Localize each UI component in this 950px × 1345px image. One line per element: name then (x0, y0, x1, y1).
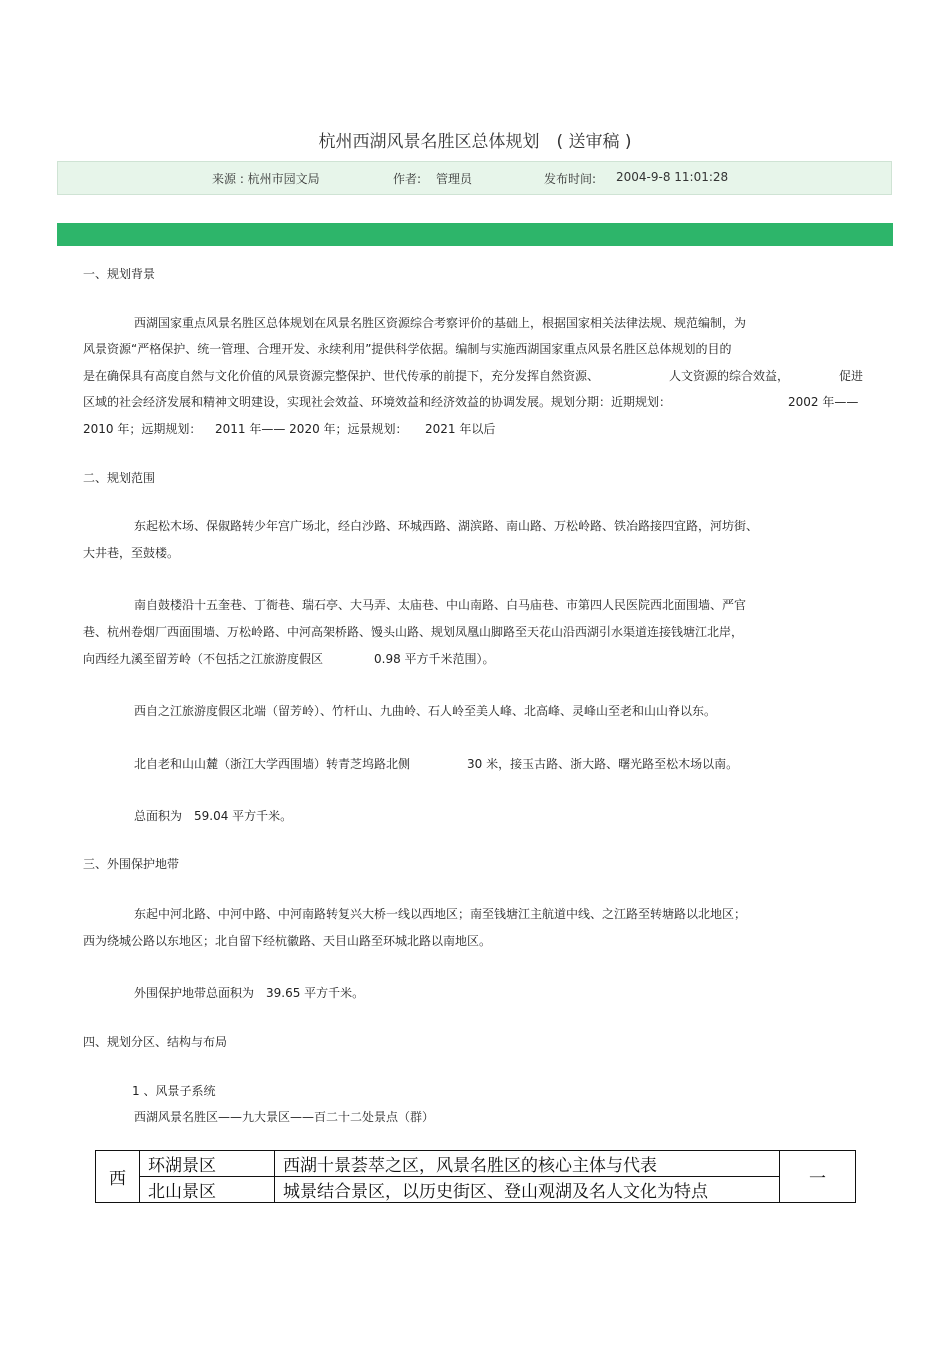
paragraph-line: 2011 年—— 2020 年；远景规划： (215, 422, 408, 436)
paragraph-line: 西自之江旅游度假区北端（留芳岭）、竹杆山、九曲岭、石人岭至美人峰、北高峰、灵峰山至老和山山脊以东。 (134, 704, 717, 718)
subsection-heading: 1 、风景子系统 (132, 1084, 216, 1098)
section-heading: 一、规划背景 (83, 267, 156, 281)
paragraph-line: 西湖国家重点风景名胜区总体规划在风景名胜区资源综合考察评价的基础上，根据国家相关法律法规、规范编制，为 (134, 316, 747, 330)
paragraph-line: 西湖风景名胜区——九大景区——百二十二处景点（群） (134, 1110, 435, 1124)
paragraph-line: 2010 年；远期规划： (83, 422, 202, 436)
paragraph-line: 2002 年—— (788, 395, 859, 409)
group-cell: 西 (96, 1151, 140, 1203)
paragraph-line: 风景资源“严格保护、统一管理、合理开发、永续利用”提供科学依据。编制与实施西湖国家重点风景名胜区总体规划的目的 (83, 342, 732, 356)
last-col-cell: 一 (780, 1151, 856, 1203)
paragraph-line: 东起松木场、保俶路转少年宫广场北，经白沙路、环城西路、湖滨路、南山路、万松岭路、铁冶路接四宜路，河坊街、 (134, 519, 759, 533)
paragraph-line: 0.98 平方千米范围）。 (374, 652, 495, 666)
paragraph-line: 外围保护地带总面积为 39.65 平方千米。 (134, 986, 365, 1000)
paragraph-line: 东起中河北路、中河中路、中河南路转复兴大桥一线以西地区；南至钱塘江主航道中线、之江路至转塘路以北地区； (134, 907, 747, 921)
scenic-area-table (95, 1150, 856, 1203)
paragraph-line: 是在确保具有高度自然与文化价值的风景资源完整保护、世代传承的前提下，充分发挥自然资源、 (83, 369, 600, 383)
area-name-cell: 北山景区 (140, 1177, 275, 1203)
green-divider-bar (57, 223, 893, 246)
paragraph-line: 巷、杭州卷烟厂西面围墙、万松岭路、中河高架桥路、馒头山路、规划凤凰山脚路至天花山沿西湖引水渠道连接钱塘江北岸， (83, 625, 744, 639)
table-row (96, 1151, 856, 1177)
section-heading: 二、规划范围 (83, 471, 156, 485)
section-heading: 四、规划分区、结构与布局 (83, 1035, 228, 1049)
table-row (96, 1177, 856, 1203)
paragraph-line: 南自鼓楼沿十五奎巷、丁衙巷、瑞石亭、大马弄、太庙巷、中山南路、白马庙巷、市第四人民医院西北面围墙、严官 (134, 598, 747, 612)
paragraph-line: 大井巷，至鼓楼。 (83, 546, 180, 560)
meta-time-label: 发布时间: (544, 172, 597, 186)
paragraph-line: 30 米，接玉古路、浙大路、曙光路至松木场以南。 (467, 757, 739, 771)
paragraph-line: 2021 年以后 (425, 422, 496, 436)
meta-author: 管理员 (436, 172, 473, 186)
document-title: 杭州西湖风景名胜区总体规划 ( 送审稿 ) (318, 132, 632, 152)
paragraph-line: 区域的社会经济发展和精神文明建设，实现社会效益、环境效益和经济效益的协调发展。规划分期：近期规划： (83, 395, 672, 409)
meta-source: 来源 : 杭州市园文局 (212, 172, 320, 186)
meta-author-label: 作者: (393, 172, 422, 186)
meta-bar (57, 161, 892, 195)
paragraph-line: 北自老和山山麓（浙江大学西围墙）转青芝坞路北侧 (134, 757, 411, 771)
paragraph-line: 总面积为 59.04 平方千米。 (134, 809, 293, 823)
paragraph-line: 向西经九溪至留芳岭（不包括之江旅游度假区 (83, 652, 324, 666)
paragraph-line: 西为绕城公路以东地区；北自留下经杭徽路、天目山路至环城北路以南地区。 (83, 934, 492, 948)
section-heading: 三、外围保护地带 (83, 857, 180, 871)
area-name-cell: 环湖景区 (140, 1151, 275, 1177)
meta-time: 2004-9-8 11:01:28 (616, 170, 729, 184)
area-desc-cell: 西湖十景荟萃之区，风景名胜区的核心主体与代表 (275, 1151, 780, 1177)
paragraph-line: 人文资源的综合效益， (669, 369, 790, 383)
paragraph-line: 促进 (839, 369, 864, 383)
area-desc-cell: 城景结合景区，以历史街区、登山观湖及名人文化为特点 (275, 1177, 780, 1203)
